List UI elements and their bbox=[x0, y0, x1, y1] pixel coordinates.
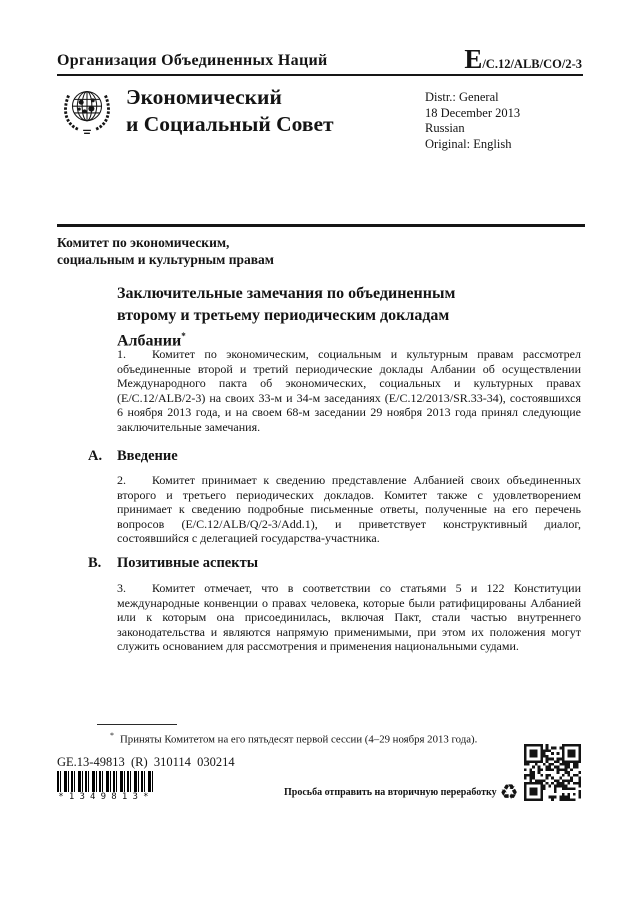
distr-line: Distr.: General bbox=[425, 90, 499, 104]
council-title bbox=[126, 84, 334, 138]
distribution-block bbox=[425, 90, 520, 152]
title-line3: Албании* bbox=[117, 331, 186, 350]
footnote bbox=[110, 731, 580, 746]
original-line: Original: English bbox=[425, 136, 512, 151]
qr-code bbox=[524, 744, 581, 801]
ge-number: GE.13-49813 (R) 310114 030214 bbox=[57, 755, 235, 769]
date-line: 18 December 2013 bbox=[425, 105, 521, 120]
doc-symbol bbox=[464, 44, 582, 75]
section-b-heading: Позитивные аспекты bbox=[117, 555, 259, 571]
footnote-marker: * bbox=[110, 731, 114, 740]
title-line1: Заключительные замечания по объединенным bbox=[117, 285, 456, 302]
committee-line1: Комитет по экономическим, bbox=[57, 235, 230, 250]
section-a-letter: A. bbox=[88, 448, 103, 464]
paragraph-2-number: 2. bbox=[117, 473, 126, 487]
committee-name bbox=[57, 234, 274, 268]
footnote-text: Приняты Комитетом на его пятьдесят первой сессии (4–29 ноября 2013 года). bbox=[120, 733, 478, 746]
barcode-digits: *1349813* bbox=[58, 792, 154, 802]
recycle-text: Просьба отправить на вторичную переработку bbox=[284, 787, 497, 798]
section-a-heading: Введение bbox=[117, 448, 178, 464]
paragraph-2 bbox=[117, 473, 581, 546]
council-title-line2: и Социальный Совет bbox=[126, 112, 334, 136]
language-line: Russian bbox=[425, 121, 465, 135]
paragraph-1-text: Комитет по экономическим, социальным и культурным правам рассмотрел объединенные второй и третий периодические доклады Албании об осуществлении Международного пакта об экономических, социальных и культурных правах (E/C.12/ALB/2-3) на своих 33-м и 34-м заседаниях (E/C.12/2013/SR.33-34), состоявшихся 6 ноября 2013 года, и на своем 68-м заседании 29 ноября 2013 года принял следующие заключительные замечания. bbox=[117, 347, 581, 434]
title-line2: второму и третьему периодическим докладам bbox=[117, 306, 450, 324]
paragraph-3-text: Комитет отмечает, что в соответствии со статьями 5 и 122 Конституции международные конвенции о правах человека, которые были ратифицированы Албанией или к которым она присоединилась, включая Пакт, стали частью внутреннего законодательства и являются напрямую применимыми, при этом их положения могут служить основанием для рассмотрения и применения национальными судами. bbox=[117, 581, 581, 654]
doc-symbol-initial: E bbox=[464, 44, 483, 74]
paragraph-3-number: 3. bbox=[117, 581, 126, 595]
document-title bbox=[117, 283, 517, 352]
paragraph-1 bbox=[117, 347, 581, 435]
header-rule bbox=[57, 74, 583, 76]
paragraph-1-number: 1. bbox=[117, 347, 126, 361]
recycle-notice bbox=[284, 780, 518, 804]
title-footnote-marker: * bbox=[181, 331, 186, 341]
committee-line2: социальным и культурным правам bbox=[57, 252, 274, 267]
section-b-letter: B. bbox=[88, 555, 102, 571]
un-emblem-icon bbox=[56, 80, 118, 142]
org-name: Организация Объединенных Наций bbox=[57, 52, 328, 69]
barcode bbox=[57, 771, 155, 792]
footnote-rule bbox=[97, 724, 177, 725]
paragraph-3 bbox=[117, 581, 581, 654]
recycle-icon: ♻ bbox=[499, 780, 519, 804]
doc-symbol-rest: /C.12/ALB/CO/2-3 bbox=[482, 57, 582, 71]
paragraph-2-text: Комитет принимает к сведению представление Албанией своих объединенных второго и третьего периодических докладов. Комитет также с удовлетворением принимает к сведению подробные письменные ответы, полученные на его перечень вопросов (E/C.12/ALB/Q/2-3/Add.1), и приветствует конструктивный диалог, состоявшийся с делегацией государства-участника. bbox=[117, 473, 581, 546]
section-rule bbox=[57, 224, 585, 227]
council-title-line1: Экономический bbox=[126, 85, 282, 109]
